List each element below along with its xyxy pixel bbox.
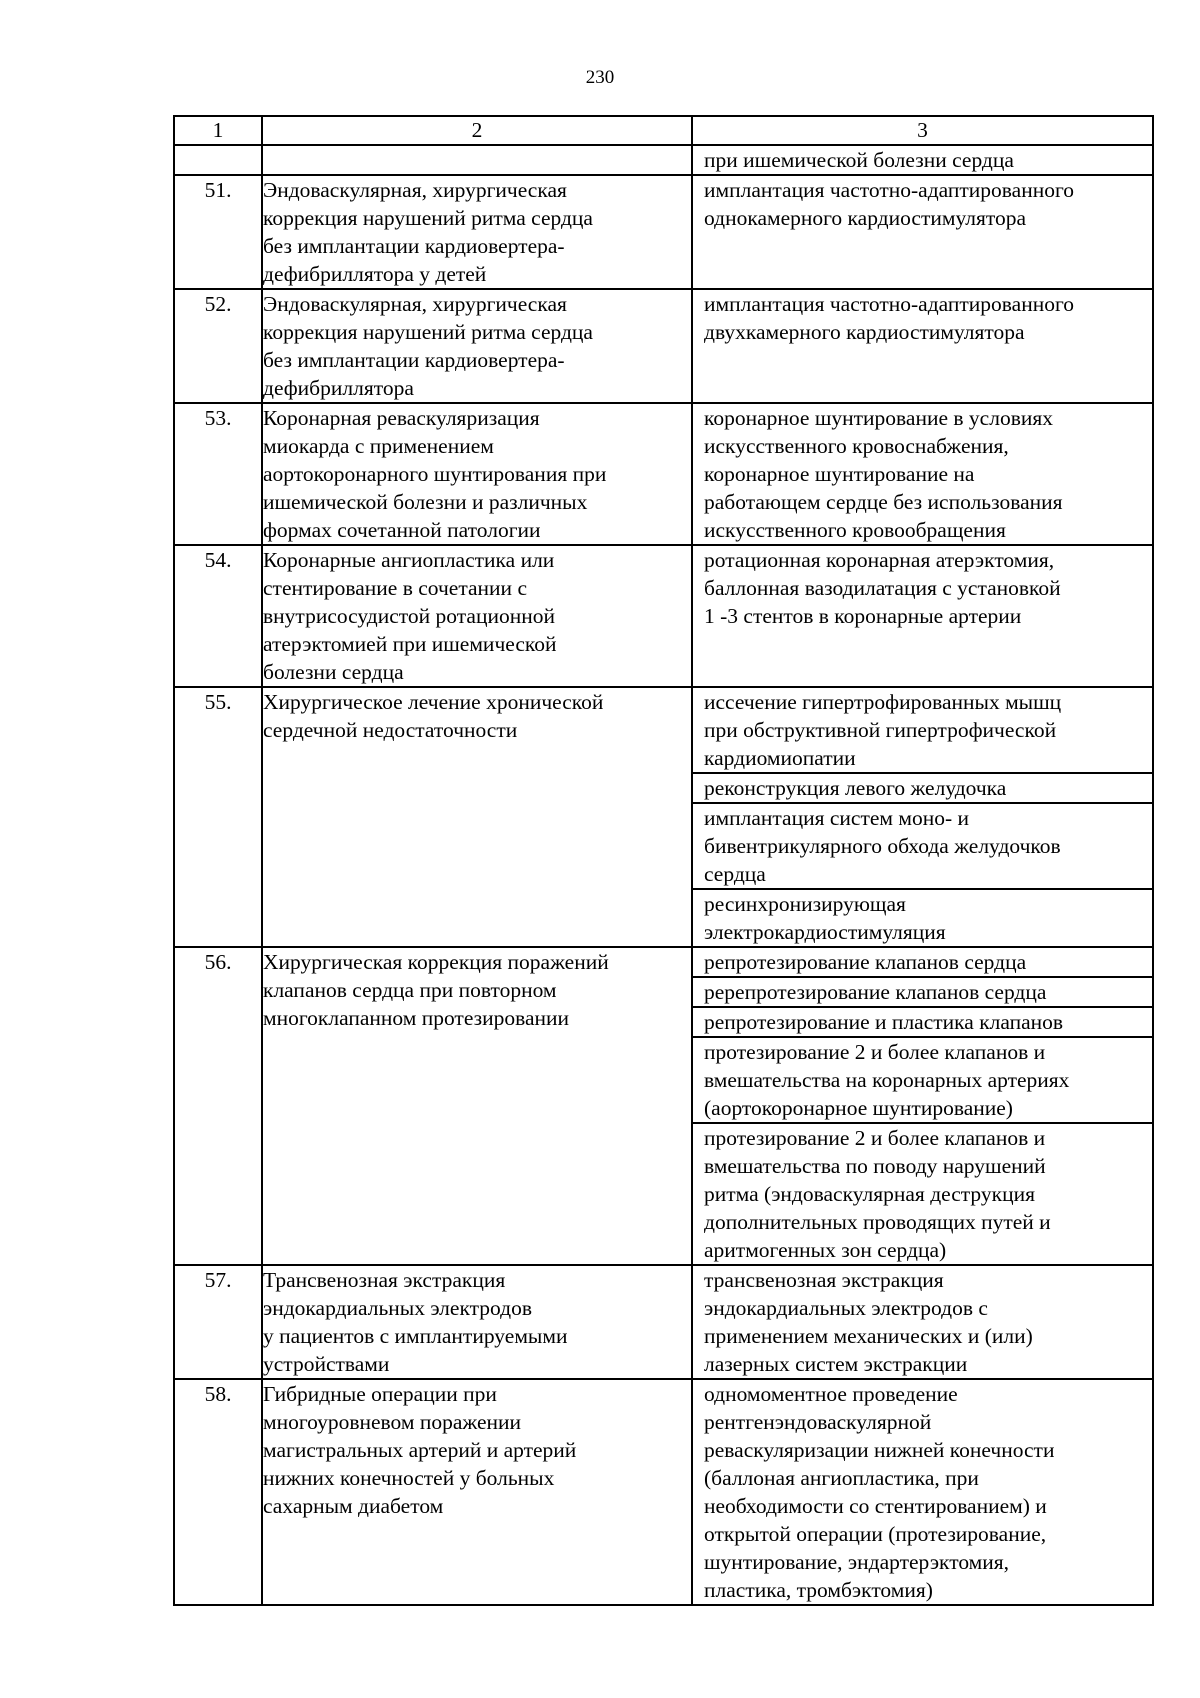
text-line: реваскуляризации нижней конечности bbox=[704, 1438, 1055, 1462]
text-line: коронарное шунтирование на bbox=[704, 462, 975, 486]
text-line: кардиомиопатии bbox=[704, 746, 856, 770]
column-header-2: 2 bbox=[262, 116, 692, 145]
procedure-group-name bbox=[262, 545, 692, 687]
treatment-method bbox=[693, 688, 1152, 774]
text-line: имплантация частотно-адаптированного bbox=[704, 178, 1075, 202]
page-number: 230 bbox=[585, 67, 615, 88]
text-line: дефибриллятора у детей bbox=[263, 262, 487, 286]
text-line: коррекция нарушений ритма сердца bbox=[263, 320, 593, 344]
text-line: нижних конечностей у больных bbox=[263, 1466, 555, 1490]
treatment-method bbox=[693, 890, 1152, 946]
table-row bbox=[174, 289, 1153, 403]
text-line: формах сочетанной патологии bbox=[263, 518, 541, 542]
row-number: 52. bbox=[174, 289, 262, 403]
text-line: Хирургическое лечение хронической bbox=[263, 690, 604, 714]
text-line: однокамерного кардиостимулятора bbox=[704, 206, 1027, 230]
treatment-methods bbox=[692, 175, 1153, 289]
row-number bbox=[174, 145, 262, 175]
text-line: магистральных артерий и артерий bbox=[263, 1438, 577, 1462]
column-header-1: 1 bbox=[174, 116, 262, 145]
text-line: многоклапанном протезировании bbox=[263, 1006, 570, 1030]
text-line: при обструктивной гипертрофической bbox=[704, 718, 1057, 742]
procedure-group-name bbox=[262, 947, 692, 1265]
text-line: сердца bbox=[704, 862, 766, 886]
row-number: 58. bbox=[174, 1379, 262, 1605]
treatment-method bbox=[693, 1038, 1152, 1124]
text-line: ритма (эндоваскулярная деструкция bbox=[704, 1182, 1035, 1206]
procedures-table bbox=[173, 115, 1154, 1606]
table-row bbox=[174, 403, 1153, 545]
text-line: ишемической болезни и различных bbox=[263, 490, 588, 514]
treatment-method bbox=[693, 1008, 1152, 1038]
table-row bbox=[174, 145, 1153, 175]
text-line: бивентрикулярного обхода желудочков bbox=[704, 834, 1061, 858]
procedure-group-name bbox=[262, 175, 692, 289]
text-line: внутрисосудистой ротационной bbox=[263, 604, 555, 628]
text-line: вмешательства на коронарных артериях bbox=[704, 1068, 1070, 1092]
text-line: болезни сердца bbox=[263, 660, 404, 684]
text-line: шунтирование, эндартерэктомия, bbox=[704, 1550, 1010, 1574]
text-line: открытой операции (протезирование, bbox=[704, 1522, 1047, 1546]
table-row bbox=[174, 1265, 1153, 1379]
treatment-method bbox=[693, 546, 1152, 630]
text-line: Гибридные операции при bbox=[263, 1382, 497, 1406]
text-line: Коронарная реваскуляризация bbox=[263, 406, 540, 430]
procedure-group-name bbox=[262, 403, 692, 545]
text-line: сахарным диабетом bbox=[263, 1494, 444, 1518]
table-row bbox=[174, 947, 1153, 1265]
table-row bbox=[174, 687, 1153, 947]
procedure-group-name bbox=[262, 289, 692, 403]
text-line: коронарное шунтирование в условиях bbox=[704, 406, 1053, 430]
column-header-3: 3 bbox=[692, 116, 1153, 145]
table-row bbox=[174, 175, 1153, 289]
text-line: стентирование в сочетании с bbox=[263, 576, 527, 600]
text-line: искусственного кровоснабжения, bbox=[704, 434, 1009, 458]
text-line: 1 -3 стентов в коронарные артерии bbox=[704, 604, 1022, 628]
text-line: Эндоваскулярная, хирургическая bbox=[263, 292, 567, 316]
text-line: многоуровневом поражении bbox=[263, 1410, 522, 1434]
procedure-group-name bbox=[262, 145, 692, 175]
text-line: имплантация систем моно- и bbox=[704, 806, 970, 830]
text-line: аритмогенных зон сердца) bbox=[704, 1238, 947, 1262]
text-line: дефибриллятора bbox=[263, 376, 414, 400]
text-line: Хирургическая коррекция поражений bbox=[263, 950, 609, 974]
text-line: (аортокоронарное шунтирование) bbox=[704, 1096, 1013, 1120]
treatment-method bbox=[693, 146, 1152, 174]
text-line: эндокардиальных электродов bbox=[263, 1296, 532, 1320]
text-line: (баллоная ангиопластика, при bbox=[704, 1466, 979, 1490]
text-line: электрокардиостимуляция bbox=[704, 920, 946, 944]
treatment-methods bbox=[692, 947, 1153, 1265]
text-line: трансвенозная экстракция bbox=[704, 1268, 944, 1292]
text-line: рентгенэндоваскулярной bbox=[704, 1410, 932, 1434]
treatment-method bbox=[693, 804, 1152, 890]
text-line: ререпротезирование клапанов сердца bbox=[704, 980, 1047, 1004]
text-line: иссечение гипертрофированных мышц bbox=[704, 690, 1062, 714]
procedure-group-name bbox=[262, 1379, 692, 1605]
text-line: ротационная коронарная атерэктомия, bbox=[704, 548, 1055, 572]
row-number: 57. bbox=[174, 1265, 262, 1379]
text-line: пластика, тромбэктомия) bbox=[704, 1578, 933, 1602]
treatment-methods bbox=[692, 687, 1153, 947]
treatment-methods bbox=[692, 1379, 1153, 1605]
text-line: без имплантации кардиовертера- bbox=[263, 348, 565, 372]
text-line: Эндоваскулярная, хирургическая bbox=[263, 178, 567, 202]
treatment-method bbox=[693, 1124, 1152, 1264]
text-line: миокарда с применением bbox=[263, 434, 494, 458]
treatment-method bbox=[693, 404, 1152, 544]
text-line: реконструкция левого желудочка bbox=[704, 776, 1007, 800]
text-line: баллонная вазодилатация с установкой bbox=[704, 576, 1061, 600]
procedure-group-name bbox=[262, 687, 692, 947]
text-line: необходимости со стентированием) и bbox=[704, 1494, 1047, 1518]
treatment-method bbox=[693, 948, 1152, 978]
treatment-methods bbox=[692, 145, 1153, 175]
row-number: 55. bbox=[174, 687, 262, 947]
row-number: 53. bbox=[174, 403, 262, 545]
text-line: двухкамерного кардиостимулятора bbox=[704, 320, 1025, 344]
treatment-method bbox=[693, 1266, 1152, 1378]
text-line: аортокоронарного шунтирования при bbox=[263, 462, 607, 486]
text-line: сердечной недостаточности bbox=[263, 718, 518, 742]
treatment-method bbox=[693, 290, 1152, 346]
text-line: одномоментное проведение bbox=[704, 1382, 958, 1406]
text-line: репротезирование клапанов сердца bbox=[704, 950, 1027, 974]
treatment-method bbox=[693, 176, 1152, 232]
table-row bbox=[174, 545, 1153, 687]
treatment-methods bbox=[692, 545, 1153, 687]
table-header-row bbox=[174, 116, 1153, 145]
treatment-method bbox=[693, 978, 1152, 1008]
text-line: атерэктомией при ишемической bbox=[263, 632, 557, 656]
table-row bbox=[174, 1379, 1153, 1605]
text-line: работающем сердце без использования bbox=[704, 490, 1063, 514]
text-line: применением механических и (или) bbox=[704, 1324, 1033, 1348]
text-line: у пациентов с имплантируемыми bbox=[263, 1324, 568, 1348]
text-line: без имплантации кардиовертера- bbox=[263, 234, 565, 258]
text-line: устройствами bbox=[263, 1352, 390, 1376]
text-line: протезирование 2 и более клапанов и bbox=[704, 1126, 1046, 1150]
text-line: вмешательства по поводу нарушений bbox=[704, 1154, 1046, 1178]
treatment-methods bbox=[692, 1265, 1153, 1379]
text-line: имплантация частотно-адаптированного bbox=[704, 292, 1075, 316]
treatment-method bbox=[693, 774, 1152, 804]
text-line: дополнительных проводящих путей и bbox=[704, 1210, 1051, 1234]
text-line: репротезирование и пластика клапанов bbox=[704, 1010, 1064, 1034]
treatment-methods bbox=[692, 289, 1153, 403]
treatment-methods bbox=[692, 403, 1153, 545]
row-number: 54. bbox=[174, 545, 262, 687]
text-line: эндокардиальных электродов с bbox=[704, 1296, 988, 1320]
text-line: протезирование 2 и более клапанов и bbox=[704, 1040, 1046, 1064]
text-line: Коронарные ангиопластика или bbox=[263, 548, 555, 572]
row-number: 51. bbox=[174, 175, 262, 289]
text-line: искусственного кровообращения bbox=[704, 518, 1006, 542]
text-line: лазерных систем экстракции bbox=[704, 1352, 968, 1376]
text-line: при ишемической болезни сердца bbox=[704, 148, 1014, 172]
text-line: клапанов сердца при повторном bbox=[263, 978, 557, 1002]
text-line: Трансвенозная экстракция bbox=[263, 1268, 506, 1292]
text-line: коррекция нарушений ритма сердца bbox=[263, 206, 593, 230]
row-number: 56. bbox=[174, 947, 262, 1265]
text-line: ресинхронизирующая bbox=[704, 892, 906, 916]
treatment-method bbox=[693, 1380, 1152, 1604]
procedure-group-name bbox=[262, 1265, 692, 1379]
